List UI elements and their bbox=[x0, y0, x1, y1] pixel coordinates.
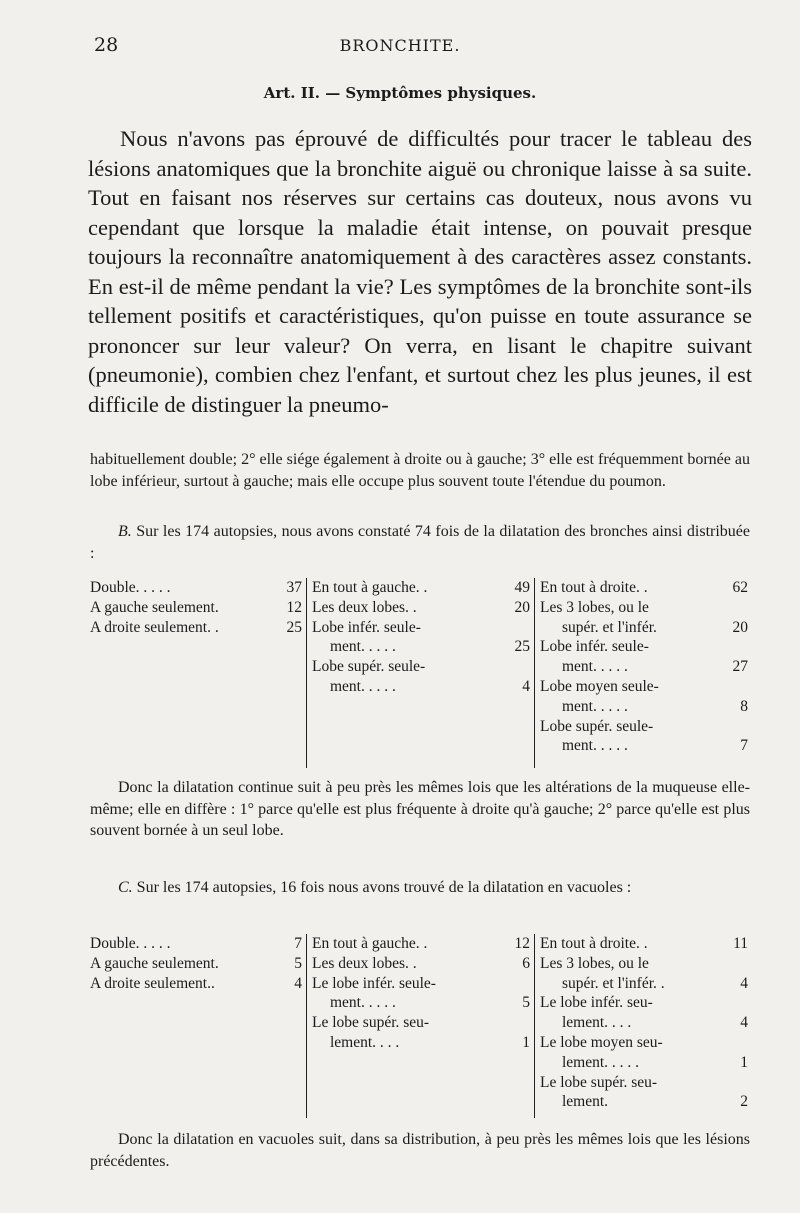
table-row bbox=[540, 1073, 750, 1093]
table-row bbox=[312, 954, 532, 974]
row-label: ment. . . . . bbox=[330, 638, 396, 656]
table-row bbox=[90, 578, 304, 598]
row-label: supér. et l'infér. bbox=[562, 618, 657, 636]
table-row bbox=[540, 1033, 750, 1053]
table-row bbox=[312, 1013, 532, 1033]
row-value: 5 bbox=[522, 994, 530, 1012]
table-row bbox=[540, 697, 750, 717]
table-row bbox=[312, 657, 532, 677]
row-label: lement. bbox=[562, 1093, 609, 1111]
table-row bbox=[540, 598, 750, 618]
footnote-c-intro bbox=[90, 877, 750, 899]
row-label: Lobe moyen seule- bbox=[540, 677, 659, 695]
table-row bbox=[312, 618, 532, 638]
row-value: 20 bbox=[732, 618, 748, 636]
row-label: Le lobe supér. seu- bbox=[540, 1073, 658, 1091]
table-row bbox=[312, 974, 532, 994]
row-label: Double. . . . . bbox=[90, 935, 171, 952]
row-value: 6 bbox=[522, 954, 530, 972]
row-label: Lobe infér. seule- bbox=[312, 618, 421, 636]
table-c bbox=[90, 934, 750, 1118]
row-label: supér. et l'infér. . bbox=[562, 974, 665, 992]
table-row bbox=[90, 974, 304, 994]
table-b-column-3 bbox=[534, 578, 750, 768]
table-b bbox=[90, 578, 750, 768]
row-label: En tout à droite. . bbox=[540, 579, 648, 596]
row-label: ment. . . . . bbox=[562, 658, 628, 676]
footnote-b-letter: B. bbox=[118, 523, 132, 540]
table-row bbox=[312, 934, 532, 954]
row-value: 12 bbox=[286, 598, 302, 616]
lead-paragraph bbox=[88, 124, 752, 419]
footnote-b-conclusion-text: Donc la dilatation continue suit à peu près les mêmes lois que les altérations de la muqueuse elle-même; elle en diffère : 1° parce qu'elle est plus fréquente à droite qu'à gauche; 2° parce qu'elle est plus souvent bornée à un seul lobe. bbox=[90, 779, 750, 840]
row-label: Lobe supér. seule- bbox=[312, 658, 426, 676]
table-row bbox=[540, 657, 750, 677]
table-row bbox=[540, 1053, 750, 1073]
row-value: 4 bbox=[522, 677, 530, 695]
table-c-column-3 bbox=[534, 934, 750, 1118]
row-label: Le lobe supér. seu- bbox=[312, 1014, 430, 1032]
section-heading: Art. II. — Symptômes physiques. bbox=[263, 84, 537, 102]
table-row bbox=[90, 954, 304, 974]
row-value: 25 bbox=[286, 618, 302, 636]
row-label: lement. . . . bbox=[562, 1014, 632, 1032]
row-label: En tout à gauche. . bbox=[312, 579, 428, 596]
row-label: ment. . . . . bbox=[562, 697, 628, 715]
row-label: Le lobe infér. seu- bbox=[540, 994, 653, 1012]
table-row bbox=[540, 934, 750, 954]
table-c-column-2 bbox=[306, 934, 532, 1118]
row-label: Lobe supér. seule- bbox=[540, 717, 654, 735]
table-b-column-2 bbox=[306, 578, 532, 768]
row-label: En tout à droite. . bbox=[540, 935, 648, 952]
row-value: 4 bbox=[294, 974, 302, 992]
row-label: Le lobe moyen seu- bbox=[540, 1033, 663, 1051]
table-row bbox=[540, 618, 750, 638]
table-row bbox=[540, 717, 750, 737]
row-label: A gauche seulement. bbox=[90, 598, 219, 616]
table-row bbox=[540, 974, 750, 994]
footnote-continuation: habituellement double; 2° elle siége également à droite ou à gauche; 3° elle est fréquemment bornée au lobe inférieur, surtout à gauche; mais elle occupe plus souvent toute l'étendue du poumon. bbox=[90, 451, 750, 490]
row-label: ment. . . . . bbox=[562, 737, 628, 755]
row-value: 7 bbox=[740, 737, 748, 755]
row-value: 62 bbox=[732, 579, 748, 596]
row-value: 11 bbox=[733, 935, 748, 952]
footnote-c-letter: C. bbox=[118, 879, 133, 896]
row-value: 5 bbox=[294, 954, 302, 972]
row-value: 4 bbox=[740, 1014, 748, 1032]
table-row bbox=[90, 618, 304, 638]
footnote-b-conclusion bbox=[90, 777, 750, 842]
table-row bbox=[312, 993, 532, 1013]
row-label: Les 3 lobes, ou le bbox=[540, 598, 649, 616]
table-row bbox=[540, 677, 750, 697]
row-label: lement. . . . . bbox=[562, 1053, 640, 1071]
row-label: Le lobe infér. seule- bbox=[312, 974, 436, 992]
table-row bbox=[540, 578, 750, 598]
row-value: 7 bbox=[294, 935, 302, 952]
row-value: 20 bbox=[514, 598, 530, 616]
table-row bbox=[90, 598, 304, 618]
footnote-b-intro-text: Sur les 174 autopsies, nous avons constaté 74 fois de la dilatation des bronches ainsi distribuée : bbox=[90, 523, 751, 562]
row-label: Les deux lobes. . bbox=[312, 598, 417, 616]
table-row bbox=[540, 993, 750, 1013]
page-number: 28 bbox=[94, 34, 119, 56]
table-row bbox=[312, 598, 532, 618]
table-row bbox=[540, 1013, 750, 1033]
table-row bbox=[540, 954, 750, 974]
table-row bbox=[312, 637, 532, 657]
row-label: A gauche seulement. bbox=[90, 954, 219, 972]
row-value: 8 bbox=[740, 697, 748, 715]
footnote-c-conclusion-text: Donc la dilatation en vacuoles suit, dans sa distribution, à peu près les mêmes lois que les lésions précédentes. bbox=[90, 1131, 750, 1170]
footnote-c-intro-text: Sur les 174 autopsies, 16 fois nous avons trouvé de la dilatation en vacuoles : bbox=[136, 879, 632, 896]
table-row bbox=[312, 677, 532, 697]
row-label: A droite seulement. . bbox=[90, 618, 219, 636]
lead-paragraph-text: Nous n'avons pas éprouvé de difficultés pour tracer le tableau des lésions anatomiques que la bronchite aiguë ou chronique laisse à sa suite. Tout en faisant nos réserves sur certains cas douteux, nous avons vu cependant que lorsque la maladie était intense, on pouvait presque toujours la reconnaître anatomiquement à des caractères assez constants. En est-il de même pendant la vie? Les symptômes de la bronchite sont-ils tellement positifs et caractéristiques, qu'on puisse en toute assurance se prononcer sur leur valeur? On verra, en lisant le chapitre suivant (pneumonie), combien chez l'enfant, et surtout chez les plus jeunes, il est difficile de distinguer la pneumo- bbox=[88, 126, 752, 417]
table-b-column-1 bbox=[90, 578, 304, 768]
row-label: En tout à gauche. . bbox=[312, 935, 428, 952]
table-row bbox=[312, 1033, 532, 1053]
table-row bbox=[540, 637, 750, 657]
row-value: 12 bbox=[514, 935, 530, 952]
row-value: 4 bbox=[740, 974, 748, 992]
footnote-c-conclusion bbox=[90, 1129, 750, 1172]
row-label: A droite seulement.. bbox=[90, 974, 215, 992]
row-value: 1 bbox=[522, 1033, 530, 1051]
row-label: lement. . . . bbox=[330, 1033, 400, 1051]
row-value: 37 bbox=[286, 579, 302, 596]
table-c-column-1 bbox=[90, 934, 304, 1118]
row-value: 25 bbox=[514, 638, 530, 656]
row-value: 49 bbox=[514, 579, 530, 596]
row-label: Les 3 lobes, ou le bbox=[540, 954, 649, 972]
row-label: Les deux lobes. . bbox=[312, 954, 417, 972]
table-row bbox=[312, 578, 532, 598]
footnote-b-intro bbox=[90, 521, 750, 564]
row-value: 27 bbox=[732, 658, 748, 676]
table-row bbox=[540, 736, 750, 756]
running-title: BRONCHITE. bbox=[339, 36, 461, 55]
row-label: ment. . . . . bbox=[330, 677, 396, 695]
row-label: ment. . . . . bbox=[330, 994, 396, 1012]
table-row bbox=[540, 1092, 750, 1112]
row-label: Double. . . . . bbox=[90, 579, 171, 596]
row-value: 2 bbox=[740, 1093, 748, 1111]
row-label: Lobe infér. seule- bbox=[540, 638, 649, 656]
table-row bbox=[90, 934, 304, 954]
row-value: 1 bbox=[740, 1053, 748, 1071]
